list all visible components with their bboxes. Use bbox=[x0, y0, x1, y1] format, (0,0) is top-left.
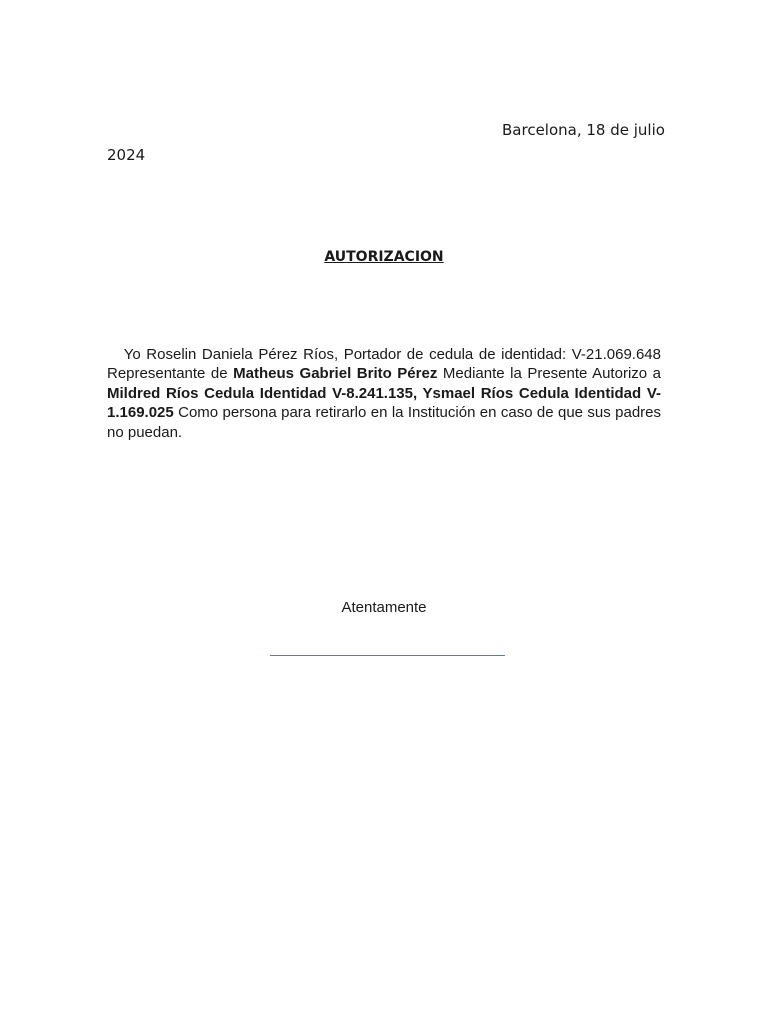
signature-line bbox=[270, 655, 505, 656]
student-name: Matheus Gabriel Brito Pérez bbox=[233, 365, 438, 383]
date-year: 2024 bbox=[107, 146, 146, 164]
body-closing-sentence: Como persona para retirarlo en la Institución en caso de que sus padres no puedan. bbox=[107, 404, 661, 441]
body-intro: Yo Roselin Daniela Pérez Ríos, Portador de cedula de identidad: V-21.069.648 Representante de bbox=[107, 346, 661, 383]
document-title: AUTORIZACION bbox=[324, 249, 444, 265]
authorization-paragraph bbox=[107, 345, 661, 442]
body-middle: Mediante la Presente Autorizo a bbox=[442, 365, 661, 383]
closing-salutation: Atentamente bbox=[341, 599, 427, 616]
authorized-persons: Mildred Ríos Cedula Identidad V-8.241.135, Ysmael Ríos Cedula Identidad V-1.169.025 bbox=[107, 384, 661, 422]
date-place: Barcelona, 18 de julio bbox=[502, 121, 665, 139]
